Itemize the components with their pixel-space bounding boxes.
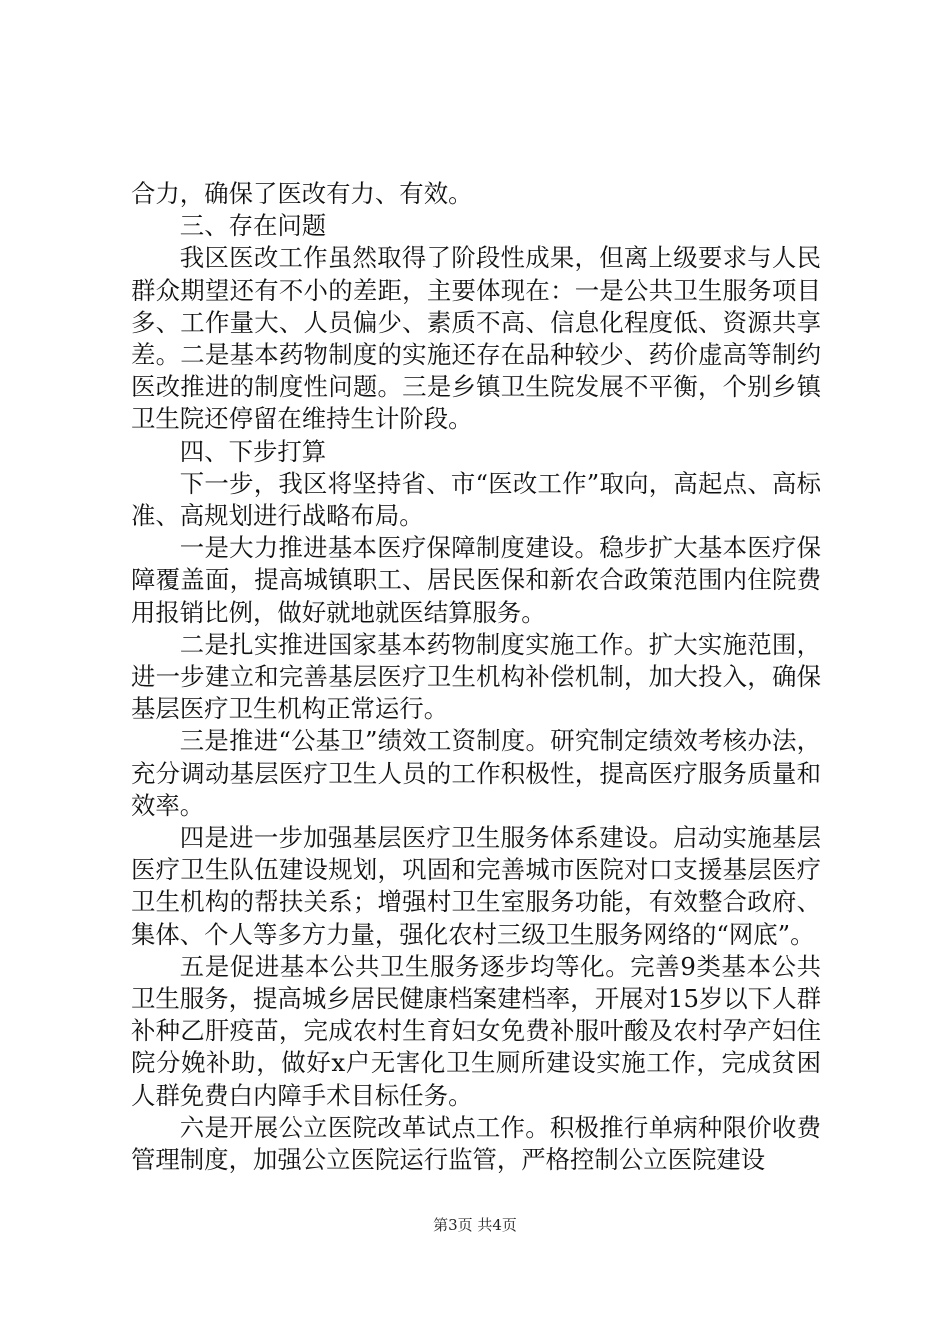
page-number: 第3页 共4页 — [433, 1216, 517, 1234]
page-footer — [0, 1215, 950, 1235]
paragraph-item-6: 六是开展公立医院改革试点工作。积极推行单病种限价收费管理制度，加强公立医院运行监管，严格控制公立医院建设 — [131, 1112, 821, 1175]
paragraph-next-steps-intro: 下一步，我区将坚持省、市“医改工作”取向，高起点、高标准、高规划进行战略布局。 — [131, 468, 821, 531]
paragraph-continuation: 合力，确保了医改有力、有效。 — [131, 179, 473, 208]
paragraph-item-1: 一是大力推进基本医疗保障制度建设。稳步扩大基本医疗保障覆盖面，提高城镇职工、居民医保和新农合政策范围内住院费用报销比例，做好就地就医结算服务。 — [131, 533, 821, 627]
paragraph-item-5: 五是促进基本公共卫生服务逐步均等化。完善9类基本公共卫生服务，提高城乡居民健康档案建档率，开展对15岁以下人群补种乙肝疫苗，完成农村生育妇女免费补服叶酸及农村孕产妇住院分娩补助，做好x户无害化卫生厕所建设实施工作，完成贫困人群免费白内障手术目标任务。 — [131, 951, 821, 1110]
section-heading-problems: 三、存在问题 — [179, 211, 327, 241]
paragraph-problems: 我区医改工作虽然取得了阶段性成果，但离上级要求与人民群众期望还有不小的差距，主要体现在：一是公共卫生服务项目多、工作量大、人员偏少、素质不高、信息化程度低、资源共享差。二是基本药物制度的实施还存在品种较少、药价虚高等制约医改推进的制度性问题。三是乡镇卫生院发展不平衡，个别乡镇卫生院还停留在维持生计阶段。 — [131, 243, 821, 434]
section-heading-next-steps: 四、下步打算 — [179, 436, 327, 466]
paragraph-item-2: 二是扎实推进国家基本药物制度实施工作。扩大实施范围，进一步建立和完善基层医疗卫生机构补偿机制，加大投入，确保基层医疗卫生机构正常运行。 — [131, 629, 821, 724]
paragraph-item-3: 三是推进“公基卫”绩效工资制度。研究制定绩效考核办法，充分调动基层医疗卫生人员的工作积极性，提高医疗服务质量和效率。 — [131, 726, 821, 820]
paragraph-item-4: 四是进一步加强基层医疗卫生服务体系建设。启动实施基层医疗卫生队伍建设规划，巩固和完善城市医院对口支援基层医疗卫生机构的帮扶关系；增强村卫生室服务功能，有效整合政府、集体、个人等多方力量，强化农村三级卫生服务网络的“网底”。 — [131, 823, 821, 949]
document-body — [131, 178, 821, 1176]
